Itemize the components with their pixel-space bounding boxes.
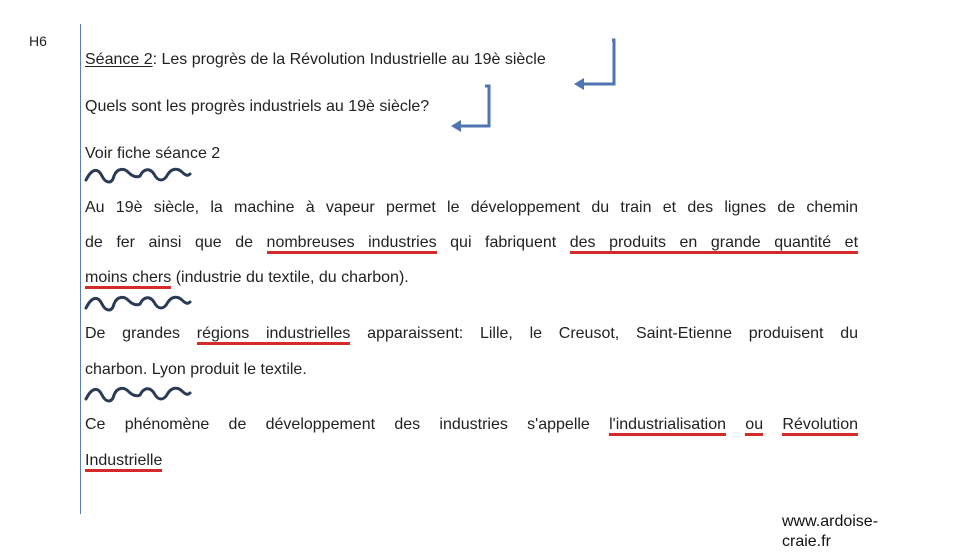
title-rest: : Les progrès de la Révolution Industrielle au 19è siècle xyxy=(152,51,546,68)
reference-note: Voir fiche séance 2 xyxy=(85,145,221,162)
highlight-revolution: Révolution xyxy=(782,416,858,436)
para1-line2-text-b: qui fabriquent xyxy=(436,234,570,251)
highlight-industrielle: Industrielle xyxy=(85,452,162,472)
lesson-question: Quels sont les progrès industriels au 19è siècle? xyxy=(85,98,430,115)
highlight-nombreuses-industries: nombreuses industries xyxy=(267,234,437,254)
para1-line2-text-a: de fer ainsi que de xyxy=(85,234,267,251)
wave-divider-icon xyxy=(84,294,192,314)
para2-line1-text-a: De grandes xyxy=(85,325,197,342)
highlight-industrialisation: l'industrialisation xyxy=(609,416,726,436)
highlight-regions-industrielles: régions industrielles xyxy=(197,325,351,345)
highlight-moins-chers: moins chers xyxy=(85,269,171,289)
para1-line3 xyxy=(85,268,409,288)
para3-line1-text-a: Ce phénomène de développement des industries s'appelle xyxy=(85,416,610,433)
wave-divider-icon xyxy=(84,385,192,405)
para2-line2: charbon. Lyon produit le textile. xyxy=(85,361,307,378)
para2-line1 xyxy=(85,324,858,344)
lesson-title xyxy=(85,50,546,70)
para1-line1: Au 19è siècle, la machine à vapeur permet le développement du train et des lignes de chemin xyxy=(85,199,858,216)
para3-line2 xyxy=(85,451,162,471)
para1-line3-text-b: (industrie du textile, du charbon). xyxy=(171,269,409,286)
para3-line1-text-b xyxy=(726,416,745,433)
highlight-produits-quantite: des produits en grande quantité et xyxy=(570,234,858,254)
wave-divider-icon xyxy=(84,166,192,186)
title-arrow-icon xyxy=(572,38,622,94)
highlight-ou: ou xyxy=(745,416,763,436)
title-prefix: Séance 2 xyxy=(85,51,153,68)
page-code: H6 xyxy=(29,33,47,49)
question-arrow-icon xyxy=(449,84,495,132)
para3-line1-text-c xyxy=(763,416,782,433)
para2-line1-text-b: apparaissent: Lille, le Creusot, Saint-Etienne produisent du xyxy=(350,325,859,342)
para1-line2 xyxy=(85,233,858,253)
margin-line xyxy=(80,24,81,514)
watermark-text: www.ardoise-craie.fr xyxy=(782,513,879,550)
para3-line1 xyxy=(85,415,858,435)
